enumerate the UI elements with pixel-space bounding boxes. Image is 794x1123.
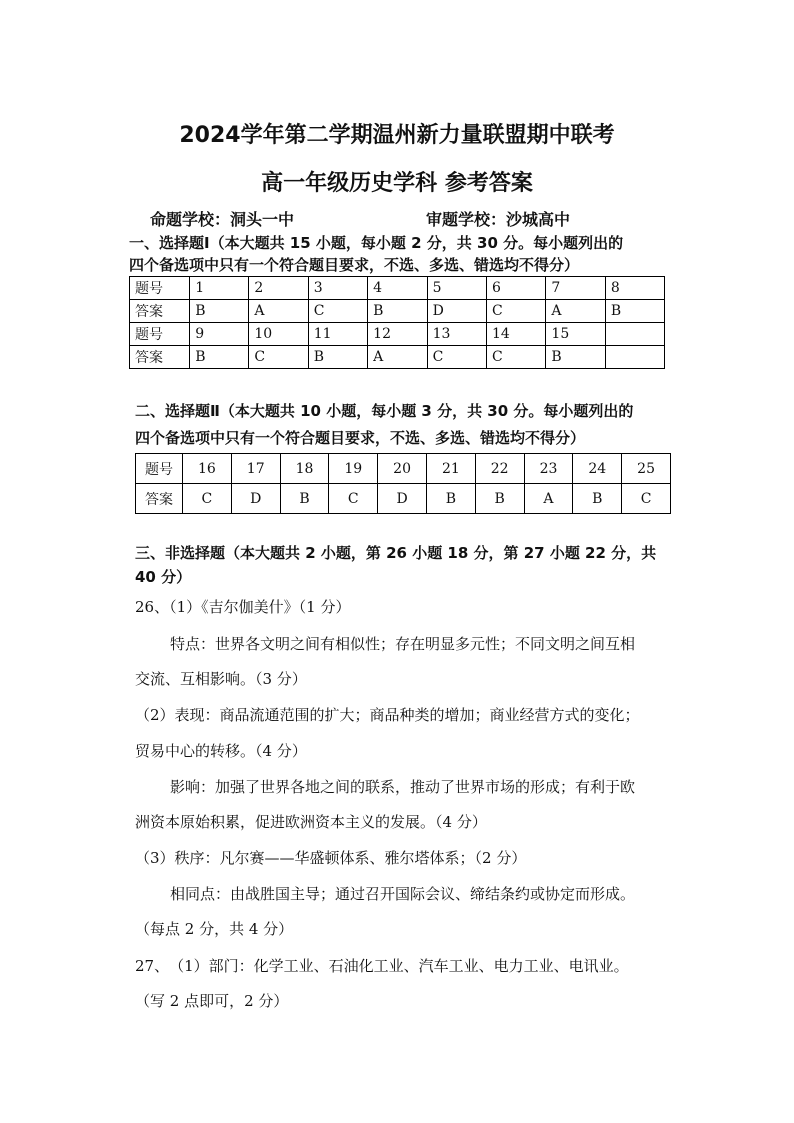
table-row [136, 484, 671, 514]
table-row [130, 346, 665, 369]
table-cell: 答案 [130, 300, 190, 323]
answer-26-2-line1: （2）表现：商品流通范围的扩大；商品种类的增加；商业经营方式的变化； [135, 706, 640, 724]
table-cell: 13 [427, 323, 486, 346]
table-cell [605, 323, 664, 346]
table-cell: 25 [622, 454, 671, 484]
table-cell: 9 [190, 323, 249, 346]
answer-26-2-line2: 贸易中心的转移。（4 分） [135, 742, 307, 760]
section1-heading-line2: 四个备选项中只有一个符合题目要求，不选、多选、错选均不得分） [129, 256, 580, 274]
table-cell: A [249, 300, 308, 323]
table-cell: 3 [308, 277, 367, 300]
table-cell: C [308, 300, 367, 323]
table-cell: 18 [280, 454, 329, 484]
page-subtitle: 高一年级历史学科 参考答案 [261, 171, 533, 196]
section3-heading-line2: 40 分） [135, 568, 192, 586]
table-cell: C [487, 346, 546, 369]
answer-26-3-common-line1: 相同点：由战胜国主导；通过召开国际会议、缔结条约或协定而形成。 [170, 885, 636, 903]
answer-table-part2 [135, 453, 671, 514]
table-cell: 15 [546, 323, 605, 346]
table-cell: 17 [231, 454, 280, 484]
table-cell: C [183, 484, 232, 514]
table-cell: 22 [475, 454, 524, 484]
answer-26-3-common-line2: （每点 2 分，共 4 分） [135, 920, 294, 938]
table-cell: 题号 [130, 323, 190, 346]
table-cell: B [308, 346, 367, 369]
table-cell: 题号 [136, 454, 183, 484]
page-title: 2024学年第二学期温州新力量联盟期中联考 [179, 123, 615, 148]
table-cell: D [427, 300, 486, 323]
table-cell: A [524, 484, 573, 514]
table-cell: 4 [368, 277, 427, 300]
answer-26-3: （3）秩序：凡尔赛——华盛顿体系、雅尔塔体系；（2 分） [135, 849, 527, 867]
table-cell: 23 [524, 454, 573, 484]
answer-26-1-feature-line2: 交流、互相影响。（3 分） [135, 670, 307, 688]
table-cell: B [190, 300, 249, 323]
table-cell: C [249, 346, 308, 369]
table-cell: B [426, 484, 475, 514]
table-row [130, 323, 665, 346]
table-cell: C [622, 484, 671, 514]
table-cell: 14 [487, 323, 546, 346]
table-row [130, 300, 665, 323]
table-cell: C [427, 346, 486, 369]
table-cell: 19 [329, 454, 378, 484]
table-cell: D [378, 484, 427, 514]
table-cell: 题号 [130, 277, 190, 300]
table-cell: B [280, 484, 329, 514]
table-cell: A [546, 300, 605, 323]
answer-26-1-feature-line1: 特点：世界各文明之间有相似性；存在明显多元性；不同文明之间互相 [170, 635, 636, 653]
table-cell: 7 [546, 277, 605, 300]
table-cell: 21 [426, 454, 475, 484]
table-cell: 5 [427, 277, 486, 300]
table-cell: D [231, 484, 280, 514]
table-cell: 24 [573, 454, 622, 484]
table-cell: B [573, 484, 622, 514]
table-cell: B [368, 300, 427, 323]
table-cell: 16 [183, 454, 232, 484]
proposer-school: 命题学校：洞头一中 [150, 210, 295, 229]
table-cell: 2 [249, 277, 308, 300]
table-cell: B [546, 346, 605, 369]
table-row [130, 277, 665, 300]
table-cell: 8 [605, 277, 664, 300]
table-cell: 6 [487, 277, 546, 300]
table-cell: A [368, 346, 427, 369]
table-row [136, 454, 671, 484]
table-cell: B [190, 346, 249, 369]
reviewer-school: 审题学校：沙城高中 [426, 210, 571, 229]
table-cell: 1 [190, 277, 249, 300]
table-cell: 答案 [136, 484, 183, 514]
table-cell: 12 [368, 323, 427, 346]
answer-27-1-line2: （写 2 点即可，2 分） [135, 992, 289, 1010]
answer-26-1: 26、（1）《吉尔伽美什》（1 分） [135, 598, 351, 616]
table-cell: C [329, 484, 378, 514]
answer-26-2-impact-line2: 洲资本原始积累，促进欧洲资本主义的发展。（4 分） [135, 813, 487, 831]
table-cell: B [605, 300, 664, 323]
table-cell: C [487, 300, 546, 323]
table-cell: 20 [378, 454, 427, 484]
section2-heading-line1: 二、选择题Ⅱ（本大题共 10 小题，每小题 3 分，共 30 分。每小题列出的 [135, 402, 634, 420]
table-cell: 11 [308, 323, 367, 346]
table-cell: 答案 [130, 346, 190, 369]
section1-heading-line1: 一、选择题Ⅰ（本大题共 15 小题，每小题 2 分，共 30 分。每小题列出的 [129, 234, 624, 252]
answer-26-2-impact-line1: 影响：加强了世界各地之间的联系，推动了世界市场的形成；有利于欧 [170, 778, 636, 796]
table-cell: B [475, 484, 524, 514]
answer-table-part1 [129, 276, 665, 369]
table-cell: 10 [249, 323, 308, 346]
section2-heading-line2: 四个备选项中只有一个符合题目要求，不选、多选、错选均不得分） [135, 429, 586, 447]
table-cell [605, 346, 664, 369]
section3-heading-line1: 三、非选择题（本大题共 2 小题，第 26 小题 18 分，第 27 小题 22 分，共 [135, 544, 657, 562]
answer-27-1-line1: 27、 （1）部门：化学工业、石油化工业、汽车工业、电力工业、电讯业。 [135, 957, 629, 975]
